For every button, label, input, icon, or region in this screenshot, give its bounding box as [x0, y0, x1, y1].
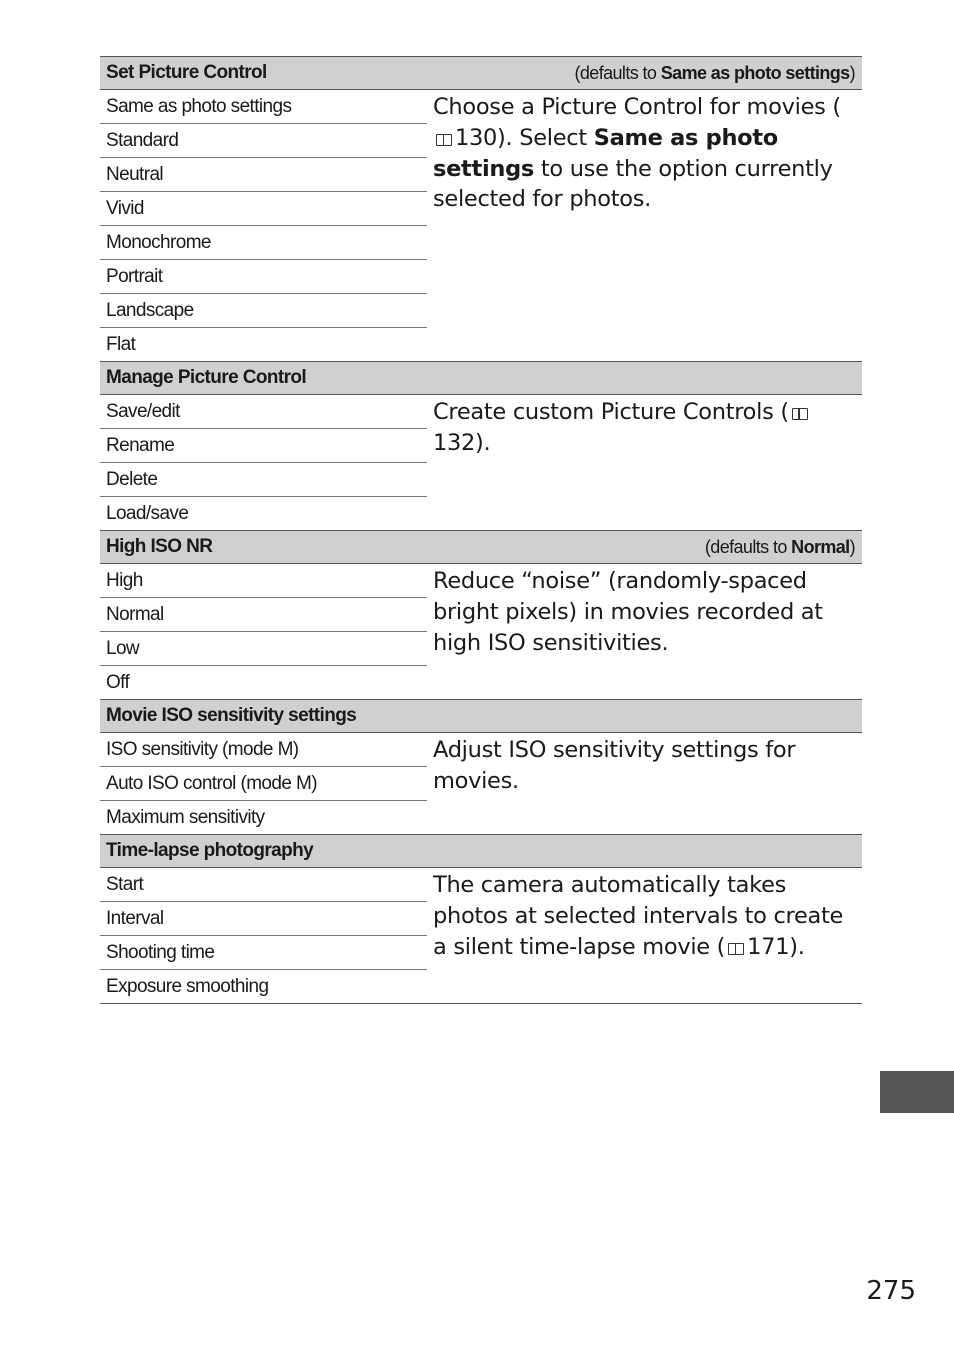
- option-item: Normal: [100, 598, 427, 632]
- book-icon: [728, 943, 744, 955]
- book-icon: [436, 134, 452, 146]
- section-header-movie-iso-sensitivity: [100, 700, 862, 733]
- section-header-time-lapse: [100, 835, 862, 868]
- option-item: Flat: [106, 334, 136, 355]
- option-item: Exposure smoothing: [106, 976, 269, 997]
- option-item: Rename: [100, 429, 427, 463]
- section-title: High ISO NR: [106, 536, 213, 557]
- section-body-movie-iso-sensitivity: [100, 733, 862, 835]
- option-list: [100, 90, 427, 361]
- section-description: Adjust ISO sensitivity settings for movies.: [433, 737, 796, 794]
- section-body-set-picture-control: [100, 90, 862, 362]
- option-item: Save/edit: [100, 395, 427, 429]
- option-item: Load/save: [106, 503, 189, 524]
- option-item: Off: [106, 672, 130, 693]
- section-header-set-picture-control: [100, 57, 862, 90]
- section-title: Movie ISO sensitivity settings: [106, 705, 357, 726]
- section-body-manage-picture-control: [100, 395, 862, 531]
- option-item: Standard: [100, 124, 427, 158]
- section-header-manage-picture-control: [100, 362, 862, 395]
- section-description: Choose a Picture Control for movies (130). Select Same as photo settings to use the option currently selected for photos.: [433, 94, 841, 213]
- option-list: [100, 564, 427, 699]
- section-description: Create custom Picture Controls (132).: [427, 395, 862, 530]
- section-description: Reduce “noise” (randomly-spaced bright pixels) in movies recorded at high ISO sensitivities.: [433, 568, 823, 656]
- section-title: Time-lapse photography: [106, 840, 314, 861]
- option-item: High: [100, 564, 427, 598]
- option-list: [100, 395, 427, 530]
- option-item: Same as photo settings: [100, 90, 427, 124]
- section-body-high-iso-nr: [100, 564, 862, 700]
- option-item: Vivid: [100, 192, 427, 226]
- option-list: [100, 868, 427, 1003]
- chapter-tab-marker: [880, 1071, 954, 1113]
- option-item: Landscape: [100, 294, 427, 328]
- section-default: (defaults to Normal): [704, 536, 855, 557]
- option-item: Auto ISO control (mode M): [100, 767, 427, 801]
- option-item: Delete: [100, 463, 427, 497]
- option-item: Maximum sensitivity: [106, 807, 265, 828]
- section-header-high-iso-nr: [100, 531, 862, 564]
- section-default: (defaults to Same as photo settings): [574, 62, 855, 83]
- option-item: Monochrome: [100, 226, 427, 260]
- page-number: 275: [866, 1276, 916, 1306]
- option-item: Neutral: [100, 158, 427, 192]
- section-body-time-lapse: [100, 868, 862, 1004]
- option-item: Shooting time: [100, 936, 427, 970]
- section-title: Manage Picture Control: [106, 367, 307, 388]
- option-item: Interval: [100, 902, 427, 936]
- section-title: Set Picture Control: [106, 62, 267, 83]
- option-list: [100, 733, 427, 834]
- option-item: Start: [100, 868, 427, 902]
- option-item: ISO sensitivity (mode M): [100, 733, 427, 767]
- movie-settings-table: [100, 56, 862, 1004]
- option-item: Portrait: [100, 260, 427, 294]
- book-icon: [792, 408, 808, 420]
- section-description: The camera automatically takes photos at selected intervals to create a silent time-lapse movie ( 171).: [433, 872, 844, 960]
- option-item: Low: [100, 632, 427, 666]
